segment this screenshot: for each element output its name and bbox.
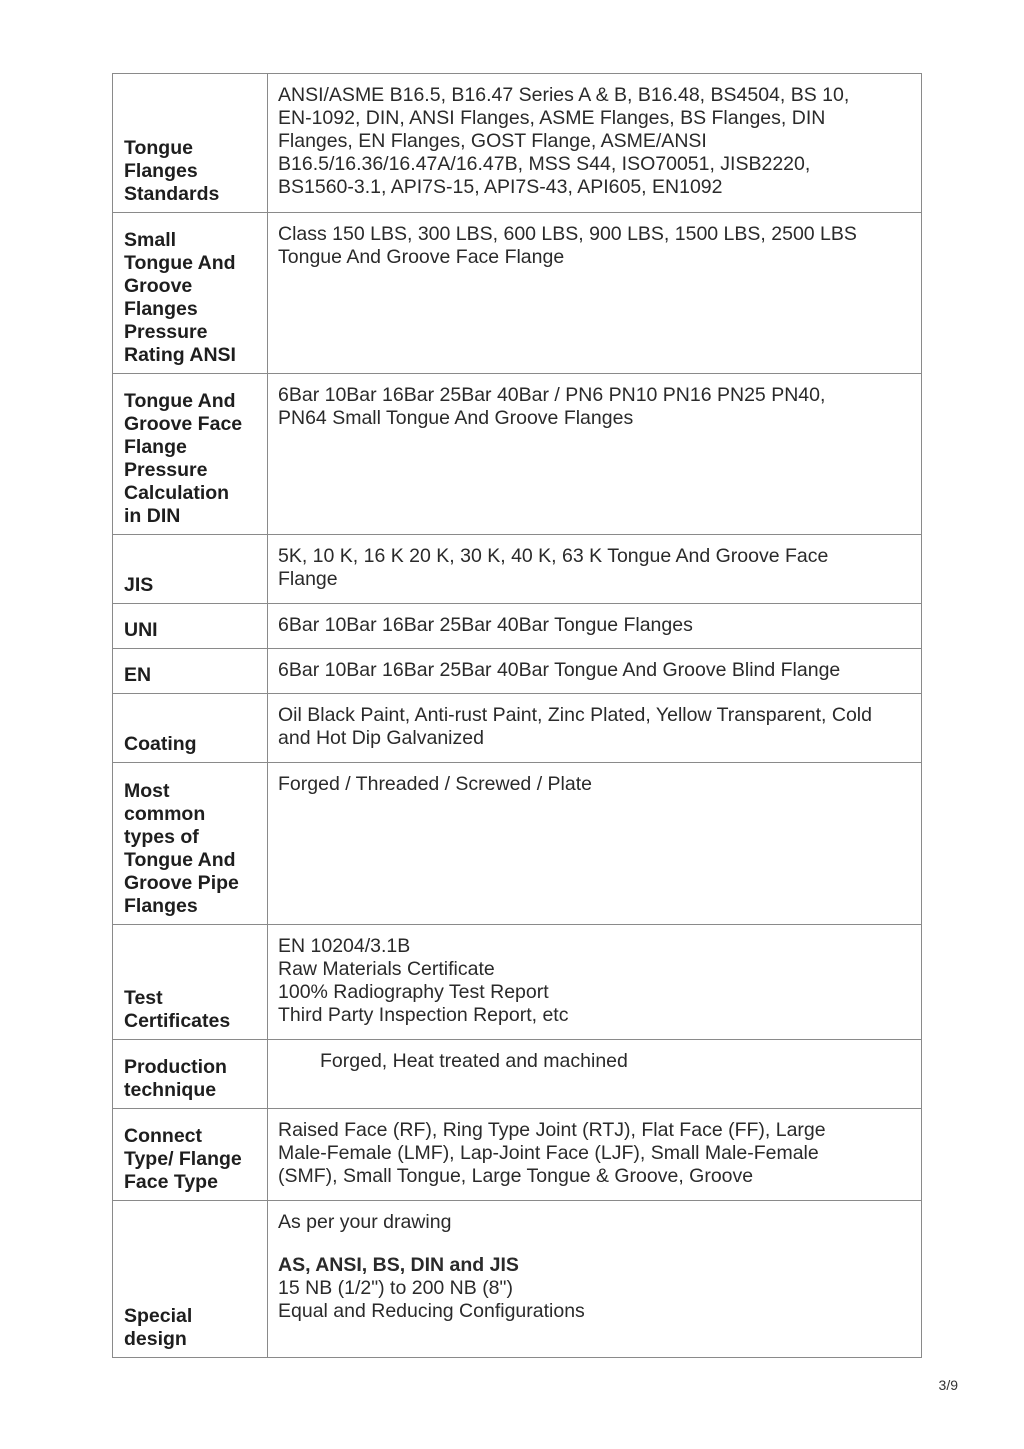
- value-line: Class 150 LBS, 300 LBS, 600 LBS, 900 LBS, 1500 LBS, 2500 LBS: [278, 223, 857, 245]
- value-line: 5K, 10 K, 16 K 20 K, 30 K, 40 K, 63 K Tongue And Groove Face: [278, 545, 829, 567]
- value-line: 15 NB (1/2") to 200 NB (8"): [278, 1277, 513, 1299]
- page-number: 3/9: [938, 1377, 958, 1393]
- row-value: [268, 374, 922, 535]
- row-label: [113, 649, 268, 694]
- label-line: JIS: [124, 574, 154, 596]
- label-line: Flanges: [124, 298, 198, 320]
- value-line: Tongue And Groove Face Flange: [278, 246, 565, 268]
- label-line: Groove Pipe: [124, 872, 239, 894]
- value-line: Third Party Inspection Report, etc: [278, 1004, 569, 1026]
- row-label: [113, 213, 268, 374]
- label-line: Pressure: [124, 459, 208, 481]
- label-line: Tongue And: [124, 390, 236, 412]
- row-label: [113, 1040, 268, 1109]
- label-line: technique: [124, 1079, 217, 1101]
- value-line: 6Bar 10Bar 16Bar 25Bar 40Bar Tongue And Groove Blind Flange: [278, 659, 841, 681]
- label-line: Type/ Flange: [124, 1148, 242, 1170]
- table-row: [113, 925, 922, 1040]
- label-line: EN: [124, 664, 152, 686]
- value-line: and Hot Dip Galvanized: [278, 727, 484, 749]
- row-value: [268, 535, 922, 604]
- value-line: EN 10204/3.1B: [278, 935, 411, 957]
- label-line: Small: [124, 229, 177, 251]
- value-line: Forged, Heat treated and machined: [320, 1050, 628, 1072]
- row-value: [268, 763, 922, 925]
- label-line: Tongue: [124, 137, 193, 159]
- value-line: Flanges, EN Flanges, GOST Flange, ASME/ANSI: [278, 130, 707, 152]
- value-line: Forged / Threaded / Screwed / Plate: [278, 773, 592, 795]
- row-label: [113, 535, 268, 604]
- row-value: [268, 1201, 922, 1358]
- table-row: [113, 74, 922, 213]
- row-value: [268, 1109, 922, 1201]
- table-row: [113, 535, 922, 604]
- table-row: [113, 694, 922, 763]
- label-line: Certificates: [124, 1010, 231, 1032]
- table-row: [113, 1109, 922, 1201]
- spacer: [278, 1234, 911, 1254]
- table-row: [113, 604, 922, 649]
- row-label: [113, 374, 268, 535]
- value-line: ANSI/ASME B16.5, B16.47 Series A & B, B16.48, BS4504, BS 10,: [278, 84, 850, 106]
- label-line: Pressure: [124, 321, 208, 343]
- row-label: [113, 763, 268, 925]
- label-line: Connect: [124, 1125, 202, 1147]
- label-line: Calculation: [124, 482, 230, 504]
- label-line: Groove: [124, 275, 193, 297]
- table-row: [113, 649, 922, 694]
- row-value: [268, 925, 922, 1040]
- row-label: [113, 1109, 268, 1201]
- label-line: Coating: [124, 733, 197, 755]
- label-line: Tongue And: [124, 849, 236, 871]
- table-row: [113, 213, 922, 374]
- row-value: [268, 649, 922, 694]
- row-value: [268, 604, 922, 649]
- table-row: [113, 763, 922, 925]
- value-line: PN64 Small Tongue And Groove Flanges: [278, 407, 634, 429]
- row-value: [268, 213, 922, 374]
- row-label: [113, 925, 268, 1040]
- value-line: BS1560-3.1, API7S-15, API7S-43, API605, EN1092: [278, 176, 723, 198]
- value-line: Equal and Reducing Configurations: [278, 1300, 585, 1322]
- label-line: Most: [124, 780, 170, 802]
- row-label: [113, 694, 268, 763]
- label-line: UNI: [124, 619, 158, 641]
- label-line: design: [124, 1328, 187, 1350]
- flange-spec-table: [112, 73, 922, 1358]
- label-line: Special: [124, 1305, 193, 1327]
- row-value: [268, 694, 922, 763]
- value-line: EN-1092, DIN, ANSI Flanges, ASME Flanges, BS Flanges, DIN: [278, 107, 826, 129]
- row-value: [268, 74, 922, 213]
- table-row: [113, 374, 922, 535]
- value-line: Raised Face (RF), Ring Type Joint (RTJ), Flat Face (FF), Large: [278, 1119, 826, 1141]
- value-line: Raw Materials Certificate: [278, 958, 495, 980]
- label-line: Flanges: [124, 895, 198, 917]
- label-line: Face Type: [124, 1171, 218, 1193]
- value-heading: AS, ANSI, BS, DIN and JIS: [278, 1254, 519, 1276]
- label-line: Tongue And: [124, 252, 236, 274]
- label-line: Flanges: [124, 160, 198, 182]
- value-line: Flange: [278, 568, 338, 590]
- value-line: 6Bar 10Bar 16Bar 25Bar 40Bar / PN6 PN10 PN16 PN25 PN40,: [278, 384, 826, 406]
- value-line: (SMF), Small Tongue, Large Tongue & Groove, Groove: [278, 1165, 754, 1187]
- label-line: types of: [124, 826, 199, 848]
- label-line: Test: [124, 987, 163, 1009]
- row-label: [113, 604, 268, 649]
- label-line: Production: [124, 1056, 227, 1078]
- row-label: [113, 74, 268, 213]
- row-value: [268, 1040, 922, 1109]
- value-line: Oil Black Paint, Anti-rust Paint, Zinc Plated, Yellow Transparent, Cold: [278, 704, 872, 726]
- value-line: 100% Radiography Test Report: [278, 981, 549, 1003]
- value-line: B16.5/16.36/16.47A/16.47B, MSS S44, ISO70051, JISB2220,: [278, 153, 811, 175]
- value-line: 6Bar 10Bar 16Bar 25Bar 40Bar Tongue Flanges: [278, 614, 693, 636]
- label-line: Standards: [124, 183, 220, 205]
- label-line: in DIN: [124, 505, 181, 527]
- label-line: common: [124, 803, 206, 825]
- label-line: Groove Face: [124, 413, 243, 435]
- value-line: Male-Female (LMF), Lap-Joint Face (LJF), Small Male-Female: [278, 1142, 819, 1164]
- table-row: [113, 1201, 922, 1358]
- label-line: Rating ANSI: [124, 344, 236, 366]
- label-line: Flange: [124, 436, 187, 458]
- row-label: [113, 1201, 268, 1358]
- table-row: [113, 1040, 922, 1109]
- value-intro: As per your drawing: [278, 1211, 452, 1233]
